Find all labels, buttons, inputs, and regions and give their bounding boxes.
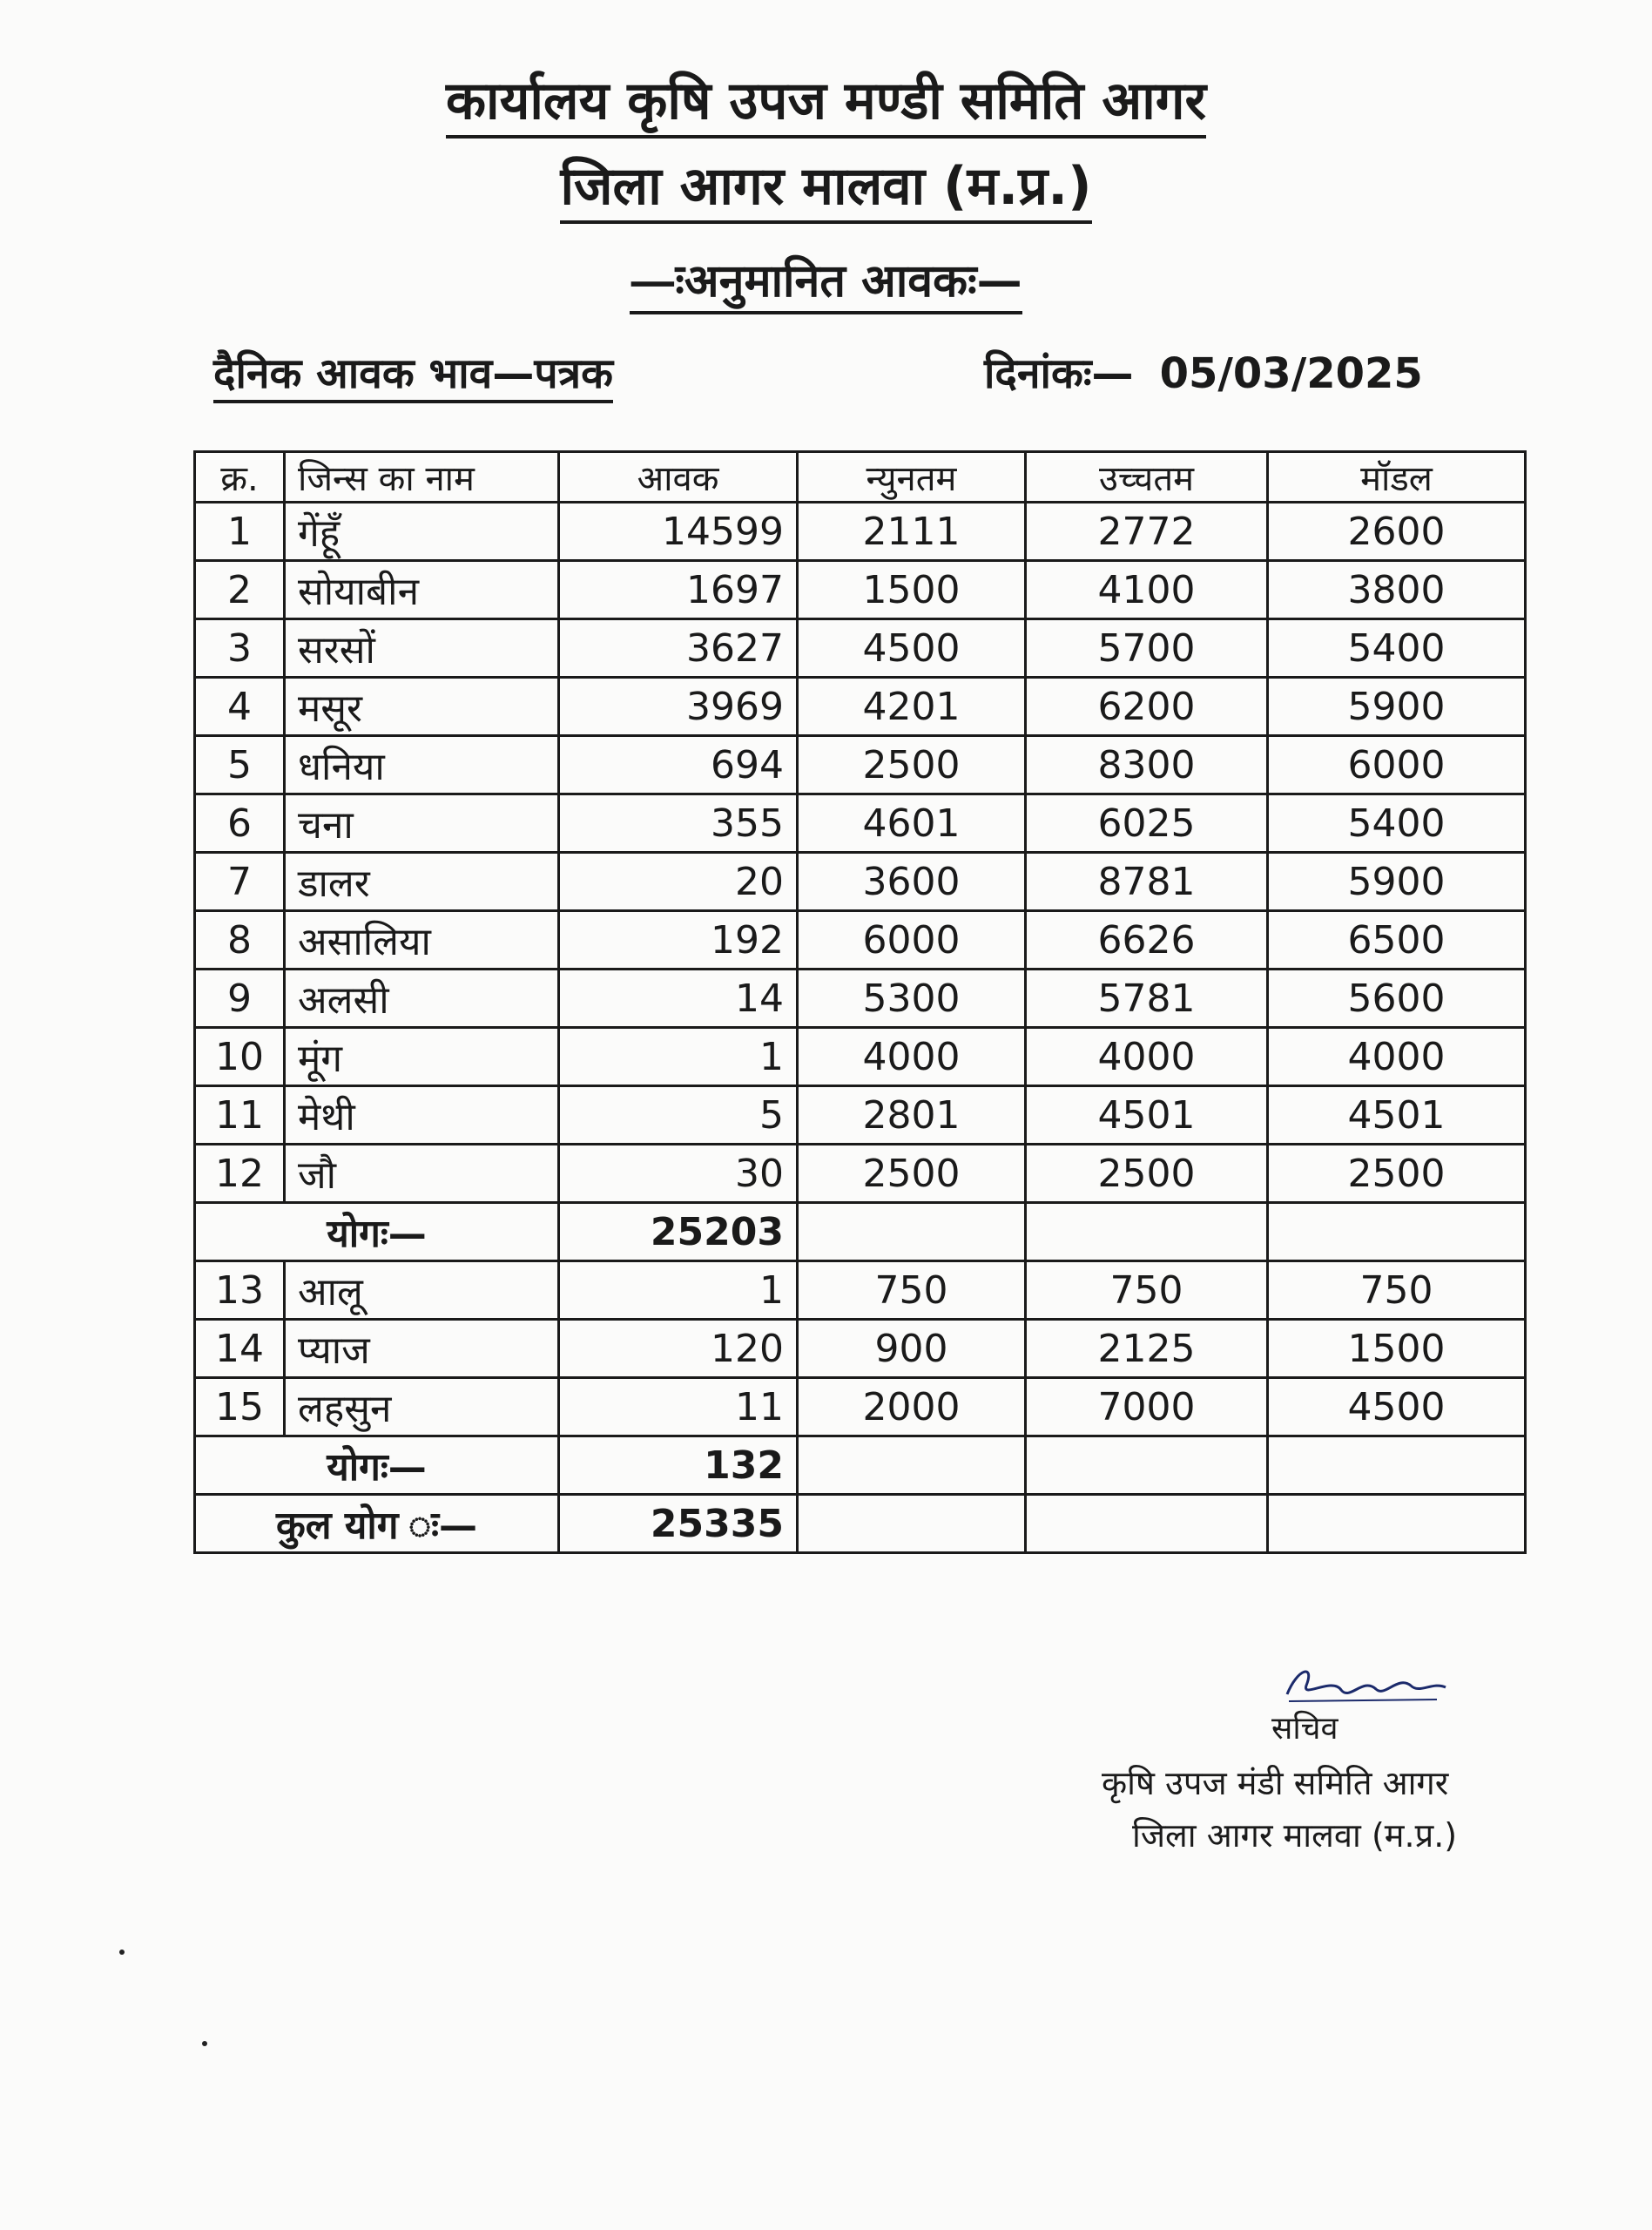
subtotal-value: 132 [559, 1436, 798, 1495]
commodity-name: धनिया [285, 736, 559, 794]
table-header-row [195, 452, 1526, 503]
subtotal-row [195, 1203, 1526, 1261]
commodity-name: लहसुन [285, 1378, 559, 1436]
arrival-quantity: 1697 [559, 561, 798, 619]
modal-price: 4500 [1268, 1378, 1526, 1436]
arrival-quantity: 3627 [559, 619, 798, 678]
table-row [195, 1145, 1526, 1203]
maximum-price: 6200 [1026, 678, 1268, 736]
empty-cell [1268, 1436, 1526, 1495]
empty-cell [798, 1436, 1026, 1495]
row-number: 3 [195, 619, 285, 678]
minimum-price: 2111 [798, 503, 1026, 561]
empty-cell [798, 1495, 1026, 1553]
section-heading: —ःअनुमानित आवकः— [0, 248, 1652, 310]
maximum-price: 750 [1026, 1261, 1268, 1320]
arrival-quantity: 1 [559, 1028, 798, 1086]
arrival-quantity: 3969 [559, 678, 798, 736]
arrival-quantity: 1 [559, 1261, 798, 1320]
maximum-price: 8781 [1026, 853, 1268, 911]
commodity-name: मसूर [285, 678, 559, 736]
grand-total-value: 25335 [559, 1495, 798, 1553]
maximum-price: 5700 [1026, 619, 1268, 678]
minimum-price: 1500 [798, 561, 1026, 619]
district-title: जिला आगर मालवा (म.प्र.) [0, 148, 1652, 220]
modal-price: 5400 [1268, 794, 1526, 853]
minimum-price: 750 [798, 1261, 1026, 1320]
report-date-block [984, 344, 1423, 401]
minimum-price: 4500 [798, 619, 1026, 678]
modal-price: 6000 [1268, 736, 1526, 794]
row-number: 1 [195, 503, 285, 561]
modal-price: 3800 [1268, 561, 1526, 619]
maximum-price: 2500 [1026, 1145, 1268, 1203]
table-row [195, 1320, 1526, 1378]
minimum-price: 2500 [798, 1145, 1026, 1203]
commodity-name: प्याज [285, 1320, 559, 1378]
table-row [195, 1086, 1526, 1145]
table-row [195, 736, 1526, 794]
empty-cell [1268, 1203, 1526, 1261]
empty-cell [798, 1203, 1026, 1261]
commodity-name: अलसी [285, 970, 559, 1028]
commodity-name: सोयाबीन [285, 561, 559, 619]
row-number: 9 [195, 970, 285, 1028]
report-date: 05/03/2025 [1159, 349, 1423, 398]
report-label: दैनिक आवक भाव—पत्रक [213, 344, 613, 401]
maximum-price: 7000 [1026, 1378, 1268, 1436]
subtotal-label: योगः— [195, 1436, 559, 1495]
maximum-price: 4100 [1026, 561, 1268, 619]
table-row [195, 678, 1526, 736]
modal-price: 1500 [1268, 1320, 1526, 1378]
minimum-price: 4201 [798, 678, 1026, 736]
table-row [195, 619, 1526, 678]
column-header-modal: मॉडल [1268, 452, 1526, 503]
commodity-name: गेंहूँ [285, 503, 559, 561]
row-number: 12 [195, 1145, 285, 1203]
subtotal-label: योगः— [195, 1203, 559, 1261]
row-number: 5 [195, 736, 285, 794]
table-row [195, 794, 1526, 853]
row-number: 7 [195, 853, 285, 911]
table-row [195, 1261, 1526, 1320]
empty-cell [1026, 1203, 1268, 1261]
table-row [195, 503, 1526, 561]
modal-price: 4000 [1268, 1028, 1526, 1086]
minimum-price: 6000 [798, 911, 1026, 970]
maximum-price: 6025 [1026, 794, 1268, 853]
arrival-quantity: 120 [559, 1320, 798, 1378]
column-header-arrival: आवक [559, 452, 798, 503]
modal-price: 2500 [1268, 1145, 1526, 1203]
arrival-quantity: 192 [559, 911, 798, 970]
commodity-name: मेथी [285, 1086, 559, 1145]
minimum-price: 2500 [798, 736, 1026, 794]
row-number: 11 [195, 1086, 285, 1145]
commodity-name: मूंग [285, 1028, 559, 1086]
date-label: दिनांकः— [984, 349, 1134, 398]
minimum-price: 4601 [798, 794, 1026, 853]
maximum-price: 2772 [1026, 503, 1268, 561]
speck [202, 2041, 207, 2046]
grand-total-label: कुल योग ः— [195, 1495, 559, 1553]
minimum-price: 900 [798, 1320, 1026, 1378]
minimum-price: 2801 [798, 1086, 1026, 1145]
speck [119, 1950, 125, 1955]
arrival-quantity: 11 [559, 1378, 798, 1436]
maximum-price: 8300 [1026, 736, 1268, 794]
table-row [195, 970, 1526, 1028]
commodity-name: असालिया [285, 911, 559, 970]
column-header-name: जिन्स का नाम [285, 452, 559, 503]
row-number: 13 [195, 1261, 285, 1320]
table-row [195, 1378, 1526, 1436]
column-header-sn: क्र. [195, 452, 285, 503]
row-number: 10 [195, 1028, 285, 1086]
row-number: 15 [195, 1378, 285, 1436]
arrival-quantity: 20 [559, 853, 798, 911]
table-row [195, 1028, 1526, 1086]
modal-price: 2600 [1268, 503, 1526, 561]
maximum-price: 4501 [1026, 1086, 1268, 1145]
arrival-quantity: 694 [559, 736, 798, 794]
signatory-role: सचिव [1271, 1711, 1338, 1747]
row-number: 2 [195, 561, 285, 619]
arrival-quantity: 5 [559, 1086, 798, 1145]
minimum-price: 2000 [798, 1378, 1026, 1436]
maximum-price: 2125 [1026, 1320, 1268, 1378]
minimum-price: 3600 [798, 853, 1026, 911]
row-number: 8 [195, 911, 285, 970]
maximum-price: 6626 [1026, 911, 1268, 970]
empty-cell [1026, 1436, 1268, 1495]
signatory-office: कृषि उपज मंडी समिति आगर [1102, 1764, 1449, 1802]
table-row [195, 853, 1526, 911]
grand-total-row [195, 1495, 1526, 1553]
commodity-name: चना [285, 794, 559, 853]
arrival-quantity: 14 [559, 970, 798, 1028]
arrival-quantity: 30 [559, 1145, 798, 1203]
signature-scribble [1280, 1659, 1454, 1712]
subtotal-value: 25203 [559, 1203, 798, 1261]
modal-price: 750 [1268, 1261, 1526, 1320]
modal-price: 4501 [1268, 1086, 1526, 1145]
modal-price: 5400 [1268, 619, 1526, 678]
empty-cell [1026, 1495, 1268, 1553]
column-header-max: उच्चतम [1026, 452, 1268, 503]
maximum-price: 4000 [1026, 1028, 1268, 1086]
commodity-name: डालर [285, 853, 559, 911]
table-row [195, 561, 1526, 619]
modal-price: 6500 [1268, 911, 1526, 970]
commodity-name: जौ [285, 1145, 559, 1203]
maximum-price: 5781 [1026, 970, 1268, 1028]
row-number: 4 [195, 678, 285, 736]
table-row [195, 911, 1526, 970]
signatory-district: जिला आगर मालवा (म.प्र.) [1132, 1816, 1458, 1855]
arrival-quantity: 14599 [559, 503, 798, 561]
arrival-quantity: 355 [559, 794, 798, 853]
commodity-name: आलू [285, 1261, 559, 1320]
modal-price: 5900 [1268, 678, 1526, 736]
modal-price: 5600 [1268, 970, 1526, 1028]
row-number: 6 [195, 794, 285, 853]
minimum-price: 5300 [798, 970, 1026, 1028]
column-header-min: न्युनतम [798, 452, 1026, 503]
office-title: कार्यालय कृषि उपज मण्डी समिति आगर [0, 63, 1652, 134]
empty-cell [1268, 1495, 1526, 1553]
minimum-price: 4000 [798, 1028, 1026, 1086]
arrival-price-table [193, 450, 1527, 1554]
subtotal-row [195, 1436, 1526, 1495]
commodity-name: सरसों [285, 619, 559, 678]
modal-price: 5900 [1268, 853, 1526, 911]
row-number: 14 [195, 1320, 285, 1378]
